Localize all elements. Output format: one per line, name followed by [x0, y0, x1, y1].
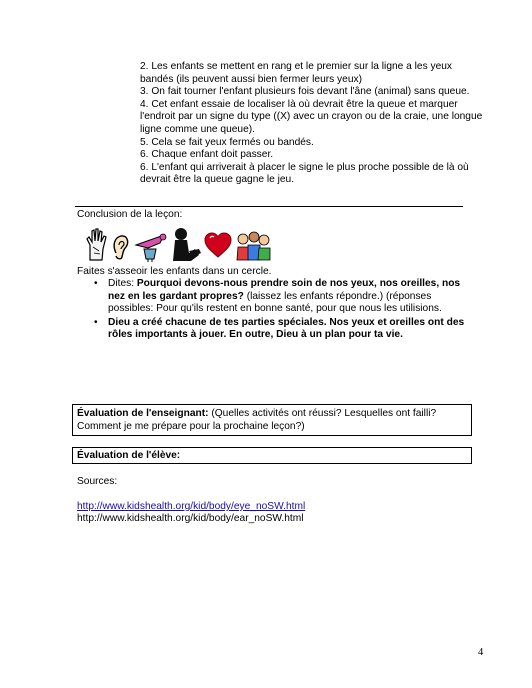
- student-evaluation-box: [72, 447, 472, 464]
- teacher-evaluation-text: (Quelles activités ont réussi? Lesquelles ont failli? Comment je me prépare pour la prochaine leçon?): [77, 408, 437, 432]
- teacher-evaluation-label: Évaluation de l'enseignant:: [77, 408, 209, 419]
- step-item: 6. L'enfant qui arriverait à placer le signe le plus proche possible de là où devrait être la queue gagne le jeu.: [140, 161, 469, 186]
- step-item: 5. Cela se fait yeux fermés ou bandés.: [140, 136, 314, 148]
- student-evaluation-label: Évaluation de l'élève:: [77, 450, 181, 461]
- source-link-ear: http://www.kidshealth.org/kid/body/ear_noSW.html: [77, 513, 304, 524]
- clipart-row: [84, 227, 294, 265]
- bullet-statement: Dieu a créé chacune de tes parties spéciales. Nos yeux et oreilles ont des rôles importants à jouer. En outre, Dieu à un plan pour ta vie.: [108, 316, 465, 341]
- hand-icon: [84, 227, 108, 261]
- page-number: 4: [478, 647, 484, 658]
- conclusion-bullets: [94, 278, 479, 343]
- source-link-eye[interactable]: http://www.kidshealth.org/kid/body/eye_noSW.html: [77, 501, 306, 512]
- list-item: [94, 278, 479, 316]
- teacher-evaluation-box: [72, 404, 472, 436]
- list-item: [94, 317, 479, 342]
- step-item: 4. Cet enfant essaie de localiser là où devrait être la queue et marquer l'endroit par un signe du type ((X) avec un crayon ou de la craie, une longue ligne comme une queue).: [140, 98, 483, 135]
- dog-icon: [169, 227, 203, 263]
- bullet-icon: •: [94, 316, 98, 328]
- circle-instruction: Faites s'asseoir les enfants dans un cercle.: [77, 266, 272, 277]
- sources-label: Sources:: [77, 476, 118, 487]
- bullet-icon: •: [94, 278, 98, 289]
- bullet-answer: (laissez les enfants répondre.) (réponses possibles: Pour qu'ils restent en bonne santé, pour que nous les utilisions.: [108, 290, 442, 315]
- step-item: 6. Chaque enfant doit passer.: [140, 149, 274, 161]
- bullet-prefix: Dites:: [108, 278, 137, 289]
- bullet-question: Pourquoi devons-nous prendre soin de nos yeux, nos oreilles, nos nez en les gardant propres?: [108, 278, 461, 302]
- section-divider: [75, 206, 463, 207]
- step-item: 2. Les enfants se mettent en rang et le premier sur la ligne a les yeux bandés (ils peuvent aussi bien fermer leurs yeux): [140, 61, 453, 85]
- heart-icon: [204, 232, 232, 258]
- ear-icon: [112, 233, 130, 261]
- step-item: 3. On fait tourner l'enfant plusieurs fois devant l'âne (animal) sans queue.: [140, 86, 470, 98]
- bird-icon: [134, 231, 168, 263]
- children-icon: [234, 230, 272, 262]
- conclusion-heading: Conclusion de la leçon:: [77, 209, 183, 220]
- game-steps: [140, 61, 485, 187]
